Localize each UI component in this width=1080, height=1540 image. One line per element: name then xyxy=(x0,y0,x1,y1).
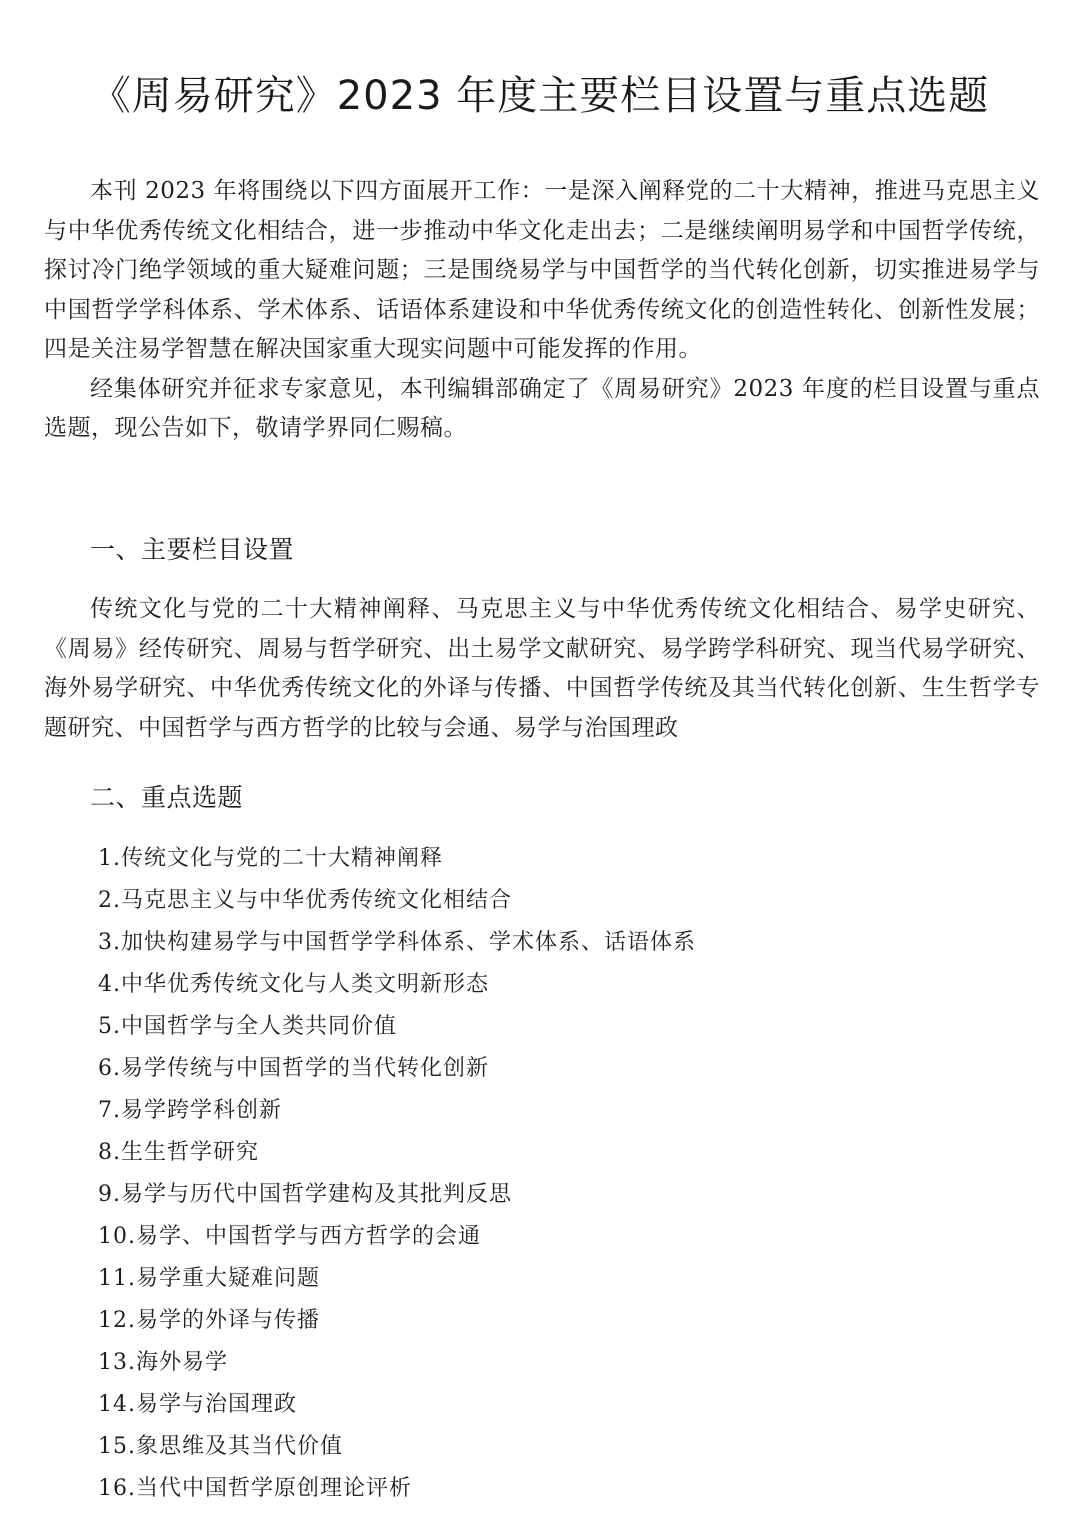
topic-item: 1.传统文化与党的二十大精神阐释 xyxy=(98,846,443,871)
page-title: 《周易研究》2023 年度主要栏目设置与重点选题 xyxy=(90,73,990,119)
topics-list xyxy=(98,838,696,1510)
section-heading-topics: 二、重点选题 xyxy=(90,783,244,812)
columns-list-text: 传统文化与党的二十大精神阐释、马克思主义与中华优秀传统文化相结合、易学史研究、《周易》经传研究、周易与哲学研究、出土易学文献研究、易学跨学科研究、现当代易学研究、海外易学研究、中华优秀传统文化的外译与传播、中国哲学传统及其当代转化创新、生生哲学专题研究、中国哲学与西方哲学的比较与会通、易学与治国理政 xyxy=(44,596,1040,741)
topic-item: 15.象思维及其当代价值 xyxy=(98,1434,343,1459)
topic-item: 7.易学跨学科创新 xyxy=(98,1098,282,1123)
topic-item: 4.中华优秀传统文化与人类文明新形态 xyxy=(98,972,489,997)
topic-item: 10.易学、中国哲学与西方哲学的会通 xyxy=(98,1224,481,1249)
topic-item: 2.马克思主义与中华优秀传统文化相结合 xyxy=(98,888,512,913)
topic-item: 5.中国哲学与全人类共同价值 xyxy=(98,1014,397,1039)
topic-item: 11.易学重大疑难问题 xyxy=(98,1266,320,1291)
topic-item: 9.易学与历代中国哲学建构及其批判反思 xyxy=(98,1182,512,1207)
topic-item: 13.海外易学 xyxy=(98,1350,228,1375)
intro-paragraph: 本刊 2023 年将围绕以下四方面展开工作：一是深入阐释党的二十大精神，推进马克思主义与中华优秀传统文化相结合，进一步推动中华文化走出去；二是继续阐明易学和中国哲学传统，探讨冷门绝学领域的重大疑难问题；三是围绕易学与中国哲学的当代转化创新，切实推进易学与中国哲学学科体系、学术体系、话语体系建设和中华优秀传统文化的创造性转化、创新性发展；四是关注易学智慧在解决国家重大现实问题中可能发挥的作用。 xyxy=(44,178,1040,362)
topic-item: 16.当代中国哲学原创理论评析 xyxy=(98,1476,412,1501)
intro-paragraph: 经集体研究并征求专家意见，本刊编辑部确定了《周易研究》2023 年度的栏目设置与重点选题，现公告如下，敬请学界同仁赐稿。 xyxy=(44,375,1040,441)
topic-item: 14.易学与治国理政 xyxy=(98,1392,297,1417)
topic-item: 3.加快构建易学与中国哲学学科体系、学术体系、话语体系 xyxy=(98,930,696,955)
topic-item: 12.易学的外译与传播 xyxy=(98,1308,320,1333)
topic-item: 8.生生哲学研究 xyxy=(98,1140,259,1165)
section-heading-columns: 一、主要栏目设置 xyxy=(90,535,295,564)
intro-section xyxy=(44,172,1040,449)
topic-item: 6.易学传统与中国哲学的当代转化创新 xyxy=(98,1056,489,1081)
